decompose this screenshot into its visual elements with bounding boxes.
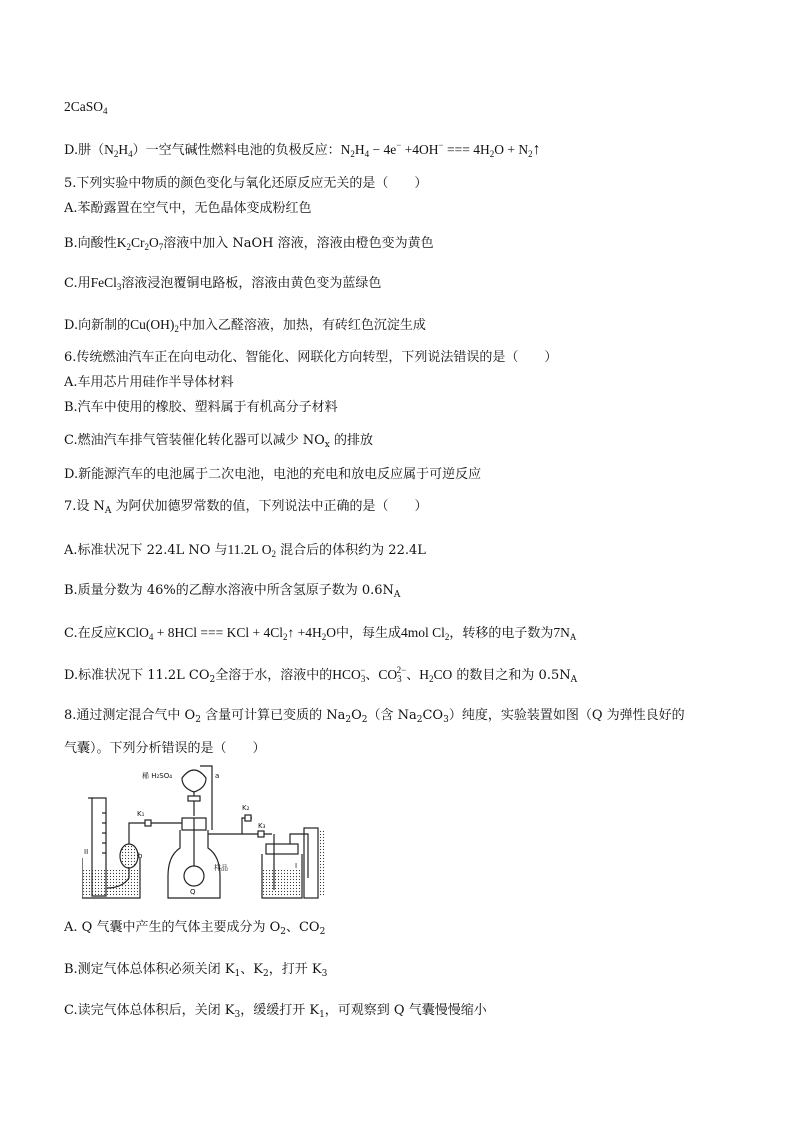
question-6-option-b: B.汽车中使用的橡胶、塑料属于有机高分子材料: [64, 400, 338, 415]
option-d-hydrazine: D.肼$(N_2H_4)$一空气碱性燃料电池的负极反应：$N_2H_4 - 4e^- +4OH^-$ === $4H_2O$ + $N_2↑$: [64, 140, 541, 159]
label-b: b: [138, 852, 143, 860]
question-5-option-d: D.向新制的$Cu(OH)_2$中加入乙醛溶液，加热，有砖红色沉淀生成: [64, 317, 426, 334]
label-a: a: [215, 772, 220, 780]
question-6-option-c: C.燃油汽车排气管装催化转化器可以减少 $NO_x$ 的排放: [64, 433, 373, 450]
question-6-option-a: A.车用芯片用硅作半导体材料: [64, 375, 234, 390]
measuring-cylinder-i: [304, 828, 318, 898]
question-7-option-d: D.标准状况下 11.2L $CO_2$全溶于水，溶液中的$HCO_3^-$、$CO_3^{2-}$、$H_2CO$ 的数目之和为 $0.5N_A$: [64, 665, 578, 685]
text-line-2caso4: 2CaSO$_4$: [64, 99, 108, 116]
separatory-funnel-a: [182, 770, 206, 792]
question-5-option-a: A.苯酚露置在空气中，无色晶体变成粉红色: [64, 201, 312, 216]
drying-tube-b: [120, 844, 138, 868]
question-8-line-2: 气囊）。下列分析错误的是（ ）: [64, 741, 266, 756]
question-7-option-b: B.质量分数为 46%的乙醇水溶液中所含氢原子数为 $0.6N_A$: [64, 583, 401, 600]
question-6-option-d: D.新能源汽车的电池属于二次电池，电池的充电和放电反应属于可逆反应: [64, 467, 482, 482]
question-7-option-a: A.标准状况下 22.4L NO 与11.2L $O_2$ 混合后的体积约为 22.4L: [64, 542, 426, 559]
label-sample: 样品: [214, 864, 228, 872]
label-k1: K₁: [137, 810, 145, 818]
label-q: Q: [190, 888, 196, 896]
question-8-option-a: A. Q 气囊中产生的气体主要成分为 $O_2$、$CO_2$: [64, 920, 326, 937]
label-acid: 稀 H₂SO₄: [142, 772, 173, 780]
question-8: 8.通过测定混合气中 $O_2$ 含量可计算已变质的 $Na_2O_2$（含 $Na_2CO_3$）纯度，实验装置如图（Q 为弹性良好的: [64, 708, 685, 725]
label-i: I: [295, 862, 298, 870]
gas-bag-q: [184, 866, 204, 886]
label-ii: II: [84, 848, 89, 856]
question-5-option-b: B.向酸性$K_2Cr_2O_7$溶液中加入 NaOH 溶液，溶液由橙色变为黄色: [64, 235, 434, 252]
label-k2: K₂: [242, 804, 250, 812]
question-5: 5.下列实验中物质的颜色变化与氧化还原反应无关的是（ ）: [64, 176, 428, 191]
question-7-option-c: C.在反应KClO$_4$ + 8HCl === KCl + $4Cl_2↑ +4H_2O$中，每生成4mol $Cl_2$，转移的电子数为$7N_A$: [64, 625, 577, 642]
apparatus-diagram: [82, 758, 332, 908]
question-8-option-c: C.读完气体总体积后，关闭 $K_3$，缓缓打开 $K_1$，可观察到 Q 气囊慢慢缩小: [64, 1003, 487, 1020]
question-8-option-b: B.测定气体总体积必须关闭 $K_1$、$K_2$，打开 $K_3$: [64, 962, 328, 979]
label-k3: K₃: [258, 822, 266, 830]
question-7: 7.设 $N_A$ 为阿伏加德罗常数的值，下列说法中正确的是（ ）: [64, 499, 428, 516]
question-5-option-c: C.用FeCl$_3$溶液浸泡覆铜电路板，溶液由黄色变为蓝绿色: [64, 275, 382, 292]
question-6: 6.传统燃油汽车正在向电动化、智能化、网联化方向转型，下列说法错误的是（ ）: [64, 350, 558, 365]
